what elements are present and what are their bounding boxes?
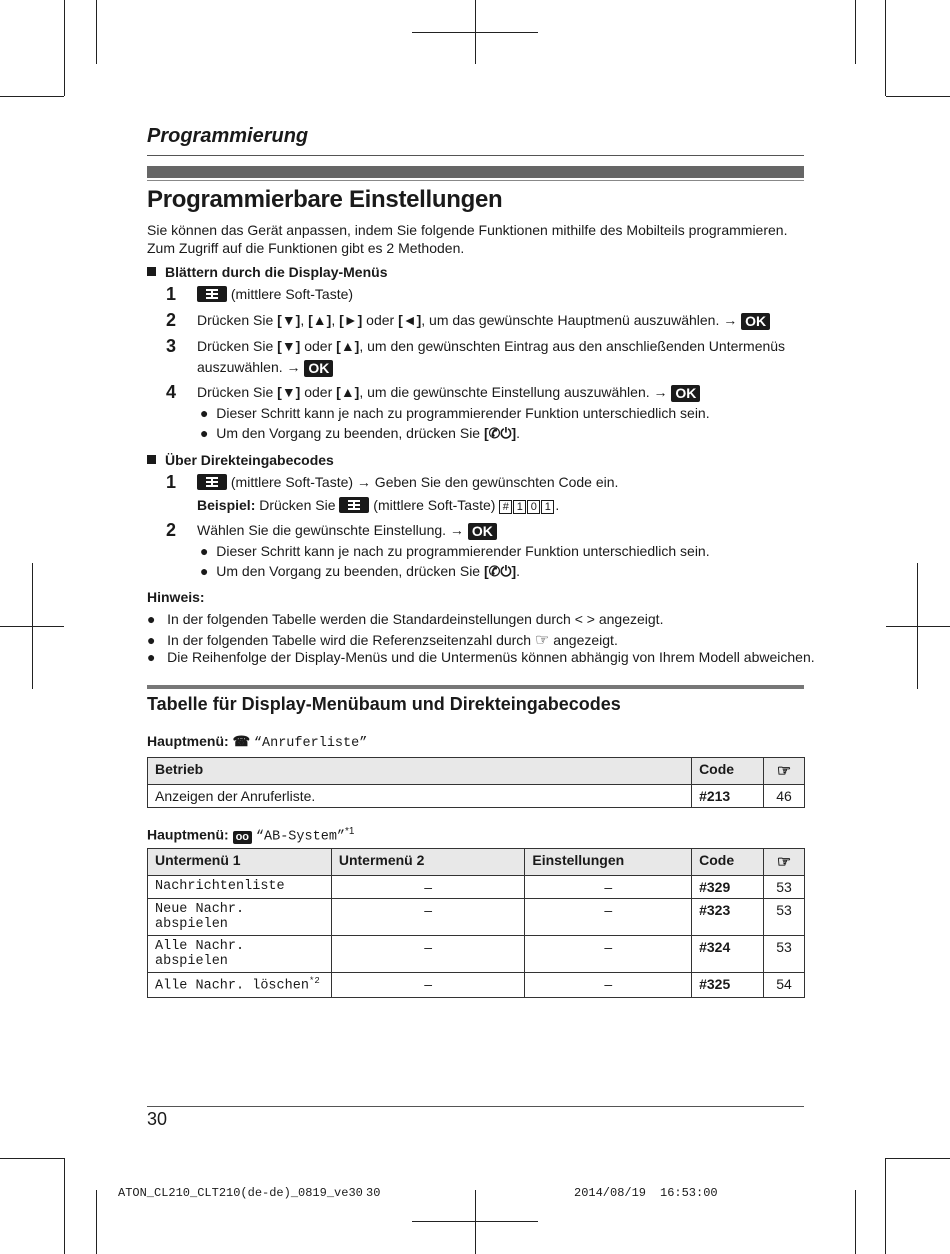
digit-key-icon: 1	[541, 500, 554, 514]
intro-line-2: Zum Zugriff auf die Funktionen gibt es 2 Methoden.	[147, 240, 465, 256]
note-item: ● In der folgenden Tabelle werden die Standardeinstellungen durch < > angezeigt.	[147, 611, 664, 627]
note-text: angezeigt.	[553, 632, 618, 648]
crop-mark	[885, 0, 886, 96]
note-item: ● Die Reihenfolge der Display-Menüs und die Untermenüs können abhängig von Ihrem Modell abweichen.	[147, 649, 815, 665]
column-header	[764, 758, 805, 785]
table-cell: –	[331, 899, 525, 936]
down-key: [▼]	[277, 384, 301, 400]
step-number: 4	[166, 382, 177, 402]
step-number: 2	[166, 310, 177, 330]
step-text	[197, 472, 797, 493]
footer-page: 30	[366, 1186, 381, 1200]
table-cell: 54	[764, 973, 805, 998]
table-row	[148, 936, 805, 973]
answering-machine-icon: oo	[233, 831, 252, 844]
step-number: 3	[166, 336, 177, 356]
step-1-text: (mittlere Soft-Taste)	[230, 286, 354, 302]
method1-heading-text: Blättern durch die Display-Menüs	[165, 264, 388, 280]
table-cell: #323	[692, 899, 764, 936]
table-section-rule	[147, 685, 804, 689]
main-menu-name: “Anruferliste”	[253, 736, 368, 751]
column-header: Betrieb	[148, 758, 692, 785]
table-cell	[148, 936, 332, 973]
column-header: Einstellungen	[525, 849, 692, 876]
separator: oder	[300, 384, 337, 400]
crop-mark	[96, 1190, 97, 1254]
table-cell: –	[525, 899, 692, 936]
step-1-text: (mittlere Soft-Taste) → Geben Sie den gewünschten Code ein.	[230, 474, 619, 490]
step-2-text: Wählen Sie die gewünschte Einstellung. →	[197, 522, 464, 538]
bullet-text: Um den Vorgang zu beenden, drücken Sie	[216, 425, 481, 441]
cell-line: Neue Nachr.	[155, 902, 245, 917]
square-bullet-icon	[147, 455, 156, 464]
table-row	[148, 973, 805, 998]
table-cell: #324	[692, 936, 764, 973]
step-4-text-a: Drücken Sie	[197, 384, 278, 400]
step-2-text-a: Drücken Sie	[197, 312, 278, 328]
crop-mark	[0, 626, 64, 627]
step-text	[197, 382, 797, 403]
table-row	[148, 876, 805, 899]
crop-mark	[96, 0, 97, 64]
table-cell: –	[525, 876, 692, 899]
table-cell: Nachrichtenliste	[148, 876, 332, 899]
step-text	[197, 310, 797, 331]
note-text: Die Reihenfolge der Display-Menüs und die Untermenüs können abhängig von Ihrem Modell abweichen.	[167, 649, 815, 665]
list-item: ● Um den Vorgang zu beenden, drücken Sie [✆⏻].	[200, 425, 521, 441]
step-4-text-b: , um die gewünschte Einstellung auszuwählen. →	[359, 384, 668, 400]
main-menu-name: “AB-System”	[255, 829, 346, 845]
page-title: Programmierbare Einstellungen	[147, 186, 503, 213]
step-number: 1	[166, 472, 177, 492]
table-cell: 46	[764, 785, 805, 808]
up-key: [▲]	[336, 338, 360, 354]
bullet-text: Dieser Schritt kann je nach zu programmierender Funktion unterschiedlich sein.	[216, 543, 710, 559]
note-text: In der folgenden Tabelle werden die Standardeinstellungen durch < > angezeigt.	[167, 611, 664, 627]
table-cell: #325	[692, 973, 764, 998]
method2-heading	[147, 451, 334, 469]
crop-mark	[886, 626, 950, 627]
cell-line: abspielen	[155, 917, 228, 932]
table-cell	[148, 899, 332, 936]
table-cell: 53	[764, 899, 805, 936]
table-cell: –	[331, 936, 525, 973]
separator: ,	[331, 312, 340, 328]
left-key: [◄]	[398, 312, 422, 328]
ok-key-icon: OK	[671, 385, 700, 402]
crop-mark	[855, 0, 856, 64]
column-header: Code	[692, 758, 764, 785]
step-3-text-c: auszuwählen. →	[197, 359, 301, 375]
table-cell: Anzeigen der Anruferliste.	[148, 785, 692, 808]
down-key: [▼]	[277, 312, 301, 328]
step-text	[197, 284, 797, 305]
ok-key-icon: OK	[741, 313, 770, 330]
pointing-hand-icon: ☞	[535, 632, 550, 649]
hash-key-icon: #	[499, 500, 512, 514]
digit-key-icon: 0	[527, 500, 540, 514]
crop-mark	[886, 1158, 950, 1159]
list-item: ● Dieser Schritt kann je nach zu programmierender Funktion unterschiedlich sein.	[200, 405, 710, 421]
menu-key-icon	[339, 497, 369, 513]
separator: oder	[300, 338, 337, 354]
footer-time: 16:53:00	[660, 1186, 718, 1200]
crop-mark	[475, 1190, 476, 1254]
table-cell	[148, 973, 332, 998]
crop-mark	[0, 96, 64, 97]
table-cell: #213	[692, 785, 764, 808]
end-power-key-icon: [✆⏻]	[484, 425, 517, 441]
menu-key-icon	[197, 474, 227, 490]
section-header: Programmierung	[147, 125, 309, 147]
step-text	[197, 336, 797, 378]
square-bullet-icon	[147, 267, 156, 276]
note-text: In der folgenden Tabelle wird die Referenzseitenzahl durch	[167, 632, 532, 648]
pointing-hand-icon: ☞	[776, 854, 792, 871]
step-text	[197, 520, 797, 541]
column-header: Untermenü 1	[148, 849, 332, 876]
up-key: [▲]	[336, 384, 360, 400]
table-cell: #329	[692, 876, 764, 899]
list-item: ● Dieser Schritt kann je nach zu programmierender Funktion unterschiedlich sein.	[200, 543, 710, 559]
digit-key-icon: 1	[513, 500, 526, 514]
separator: oder	[362, 312, 399, 328]
table-row	[148, 785, 805, 808]
note-label: Hinweis:	[147, 589, 205, 605]
table-cell: –	[331, 973, 525, 998]
crop-mark	[886, 96, 950, 97]
menu-key-icon	[197, 286, 227, 302]
list-item: ● Um den Vorgang zu beenden, drücken Sie [✆⏻].	[200, 563, 521, 579]
example-label: Beispiel:	[197, 497, 256, 513]
table-cell: –	[525, 973, 692, 998]
crop-mark	[475, 0, 476, 64]
example-line: Beispiel: Drücken Sie (mittlere Soft-Taste) # 1 0 1 .	[197, 497, 560, 513]
crop-mark	[855, 1190, 856, 1254]
table-heading: Tabelle für Display-Menübaum und Direkteingabecodes	[147, 694, 621, 714]
table-row	[148, 899, 805, 936]
crop-mark	[0, 1158, 64, 1159]
step-3-text-b: , um den gewünschten Eintrag aus den anschließenden Untermenüs	[359, 338, 786, 354]
call-log-icon: ☎	[232, 733, 251, 749]
cell-text: Alle Nachr. löschen	[155, 978, 309, 994]
main-menu-label: Hauptmenü:	[147, 826, 229, 843]
bullet-text: Dieser Schritt kann je nach zu programmierender Funktion unterschiedlich sein.	[216, 405, 710, 421]
pointing-hand-icon: ☞	[776, 763, 792, 780]
step-number: 2	[166, 520, 177, 540]
table-cell: 53	[764, 936, 805, 973]
up-key: [▲]	[308, 312, 332, 328]
main-menu-1-label	[147, 732, 367, 753]
footnote-marker: *1	[345, 826, 355, 837]
section-bar-line	[147, 180, 804, 181]
example-text-a: Drücken Sie	[259, 497, 336, 513]
section-bar	[147, 166, 804, 178]
end-power-key-icon: [✆⏻]	[484, 563, 517, 579]
table-cell: –	[525, 936, 692, 973]
table-cell: 53	[764, 876, 805, 899]
bullet-text: Um den Vorgang zu beenden, drücken Sie	[216, 563, 481, 579]
page-number: 30	[147, 1109, 168, 1129]
method1-heading	[147, 263, 387, 281]
down-key: [▼]	[277, 338, 301, 354]
header-rule	[147, 155, 804, 156]
crop-mark	[64, 1158, 65, 1254]
step-3-text-a: Drücken Sie	[197, 338, 278, 354]
ok-key-icon: OK	[468, 523, 497, 540]
main-menu-label: Hauptmenü:	[147, 733, 229, 749]
crop-mark	[885, 1158, 886, 1254]
ok-key-icon: OK	[304, 360, 333, 377]
footer-filename: ATON_CL210_CLT210(de-de)_0819_ve30	[118, 1186, 363, 1200]
cell-line: abspielen	[155, 954, 228, 969]
menu-table-1	[147, 757, 805, 808]
column-header	[764, 849, 805, 876]
footnote-marker: *2	[308, 976, 320, 986]
example-text-b: (mittlere Soft-Taste)	[373, 497, 496, 513]
footer-rule	[147, 1106, 804, 1107]
main-menu-2-label	[147, 823, 354, 847]
intro-line-1: Sie können das Gerät anpassen, indem Sie folgende Funktionen mithilfe des Mobilteils programmieren.	[147, 222, 788, 238]
method2-heading-text: Über Direkteingabecodes	[165, 452, 334, 468]
table-cell: –	[331, 876, 525, 899]
column-header: Code	[692, 849, 764, 876]
right-key: [►]	[339, 312, 363, 328]
note-item: ● In der folgenden Tabelle wird die Referenzseitenzahl durch ☞ angezeigt.	[147, 632, 618, 649]
cell-line: Alle Nachr.	[155, 939, 245, 954]
column-header: Untermenü 2	[331, 849, 525, 876]
step-number: 1	[166, 284, 177, 304]
menu-table-2	[147, 848, 805, 998]
crop-mark	[64, 0, 65, 96]
footer-date: 2014/08/19	[574, 1186, 647, 1200]
step-2-text-b: , um das gewünschte Hauptmenü auszuwählen. →	[421, 312, 738, 328]
separator: ,	[300, 312, 309, 328]
